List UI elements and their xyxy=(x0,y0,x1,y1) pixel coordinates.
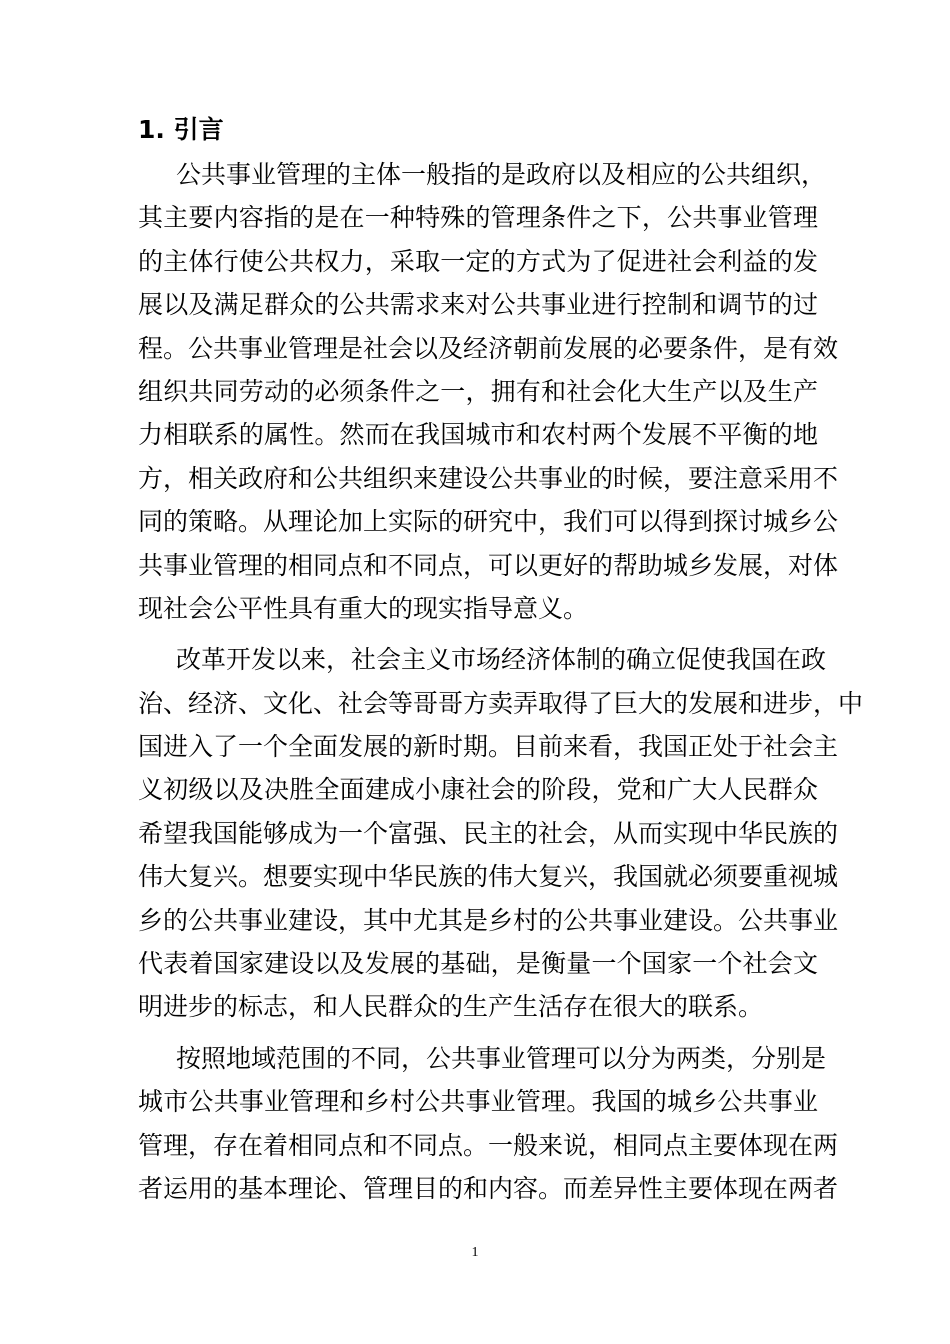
text-line: 按照地域范围的不同，公共事业管理可以分为两类，分别是 xyxy=(176,1043,827,1073)
text-line: 的主体行使公共权力，采取一定的方式为了促进社会利益的发 xyxy=(138,246,818,276)
text-line: 程。公共事业管理是社会以及经济朝前发展的必要条件，是有效 xyxy=(138,333,839,363)
body-text xyxy=(138,153,864,1218)
text-line: 同的策略。从理论加上实际的研究中，我们可以得到探讨城乡公 xyxy=(138,507,839,537)
text-line: 方，相关政府和公共组织来建设公共事业的时候，要注意采用不 xyxy=(138,463,839,493)
text-line: 改革开发以来，社会主义市场经济体制的确立促使我国在政 xyxy=(176,645,827,675)
paragraph xyxy=(138,153,839,630)
text-line: 希望我国能够成为一个富强、民主的社会，从而实现中华民族的 xyxy=(138,818,839,848)
page-number: 1 xyxy=(471,1245,479,1260)
text-line: 者运用的基本理论、管理目的和内容。而差异性主要体现在两者 xyxy=(138,1173,839,1203)
text-line: 共事业管理的相同点和不同点，可以更好的帮助城乡发展，对体 xyxy=(138,550,839,580)
text-line: 乡的公共事业建设，其中尤其是乡村的公共事业建设。公共事业 xyxy=(138,905,839,935)
section-heading: 1. 引言 xyxy=(138,115,224,144)
paragraph xyxy=(138,638,864,1029)
text-line: 国进入了一个全面发展的新时期。目前来看，我国正处于社会主 xyxy=(138,732,839,762)
paragraph xyxy=(138,1037,839,1211)
text-line: 组织共同劳动的必须条件之一，拥有和社会化大生产以及生产 xyxy=(138,376,818,406)
text-line: 明进步的标志，和人民群众的生产生活存在很大的联系。 xyxy=(138,992,764,1022)
text-line: 其主要内容指的是在一种特殊的管理条件之下，公共事业管理 xyxy=(138,203,818,233)
text-line: 伟大复兴。想要实现中华民族的伟大复兴，我国就必须要重视城 xyxy=(138,862,839,892)
text-line: 代表着国家建设以及发展的基础，是衡量一个国家一个社会文 xyxy=(138,949,818,979)
text-line: 公共事业管理的主体一般指的是政府以及相应的公共组织， xyxy=(176,160,827,189)
text-line: 义初级以及决胜全面建成小康社会的阶段，党和广大人民群众 xyxy=(138,775,818,805)
text-line: 现社会公平性具有重大的现实指导意义。 xyxy=(138,593,589,623)
text-line: 管理，存在着相同点和不同点。一般来说，相同点主要体现在两 xyxy=(138,1130,839,1160)
text-line: 治、经济、文化、社会等哥哥方卖弄取得了巨大的发展和进步，中 xyxy=(138,688,864,718)
text-line: 城市公共事业管理和乡村公共事业管理。我国的城乡公共事业 xyxy=(138,1087,818,1117)
text-line: 力相联系的属性。然而在我国城市和农村两个发展不平衡的地 xyxy=(138,420,818,450)
text-line: 展以及满足群众的公共需求来对公共事业进行控制和调节的过 xyxy=(138,290,818,320)
